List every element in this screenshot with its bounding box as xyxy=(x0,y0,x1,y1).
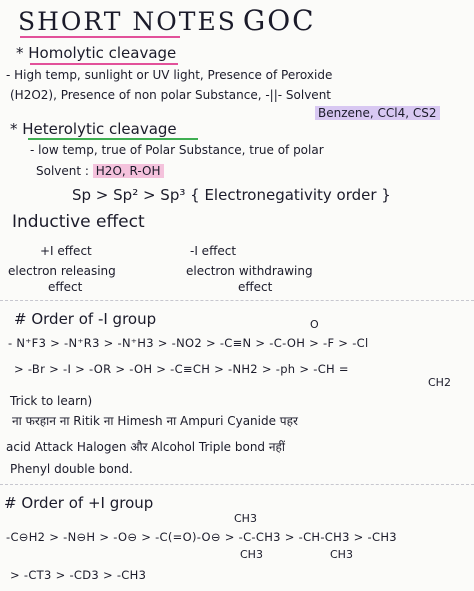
page-title xyxy=(18,6,316,37)
minus-i-carbonyl-oxygen: O xyxy=(310,318,319,331)
plus-i-bottom-ch3-b: CH3 xyxy=(330,548,353,561)
minus-i-order-line-2: > -Br > -I > -OR > -OH > -C≡CH > -NH2 > -ph > -CH = xyxy=(14,362,349,376)
plus-i-bottom-ch3-a: CH3 xyxy=(240,548,263,561)
section-divider-2 xyxy=(0,484,474,485)
title-underline xyxy=(20,36,180,38)
trick-line-1: ना फरहान ना Ritik ना Himesh ना Ampuri Cyanide पहर xyxy=(12,414,298,428)
section-divider-1 xyxy=(0,300,474,301)
homolytic-line-2: (H2O2), Presence of non polar Substance, -||- Solvent xyxy=(10,88,331,102)
minus-i-order-line-1: - N⁺F3 > -N⁺R3 > -N⁺H3 > -NO2 > -C≡N > -C-OH > -F > -Cl xyxy=(8,336,369,350)
minus-i-ch2: CH2 xyxy=(428,376,451,389)
plus-i-desc-1: electron releasing xyxy=(8,264,116,278)
homolytic-underline xyxy=(30,63,178,65)
heterolytic-line-2 xyxy=(36,164,164,178)
heterolytic-heading: * Heterolytic cleavage xyxy=(10,120,177,138)
plus-i-order-line-2: > -CT3 > -CD3 > -CH3 xyxy=(10,568,147,582)
heterolytic-solvent-label: Solvent : xyxy=(36,164,89,178)
plus-i-desc-2: effect xyxy=(48,280,83,294)
heterolytic-underline xyxy=(28,138,198,140)
homolytic-solvent-text: Benzene, CCl4, CS2 xyxy=(315,106,440,120)
title-main: SHORT NOTES xyxy=(18,7,237,36)
minus-i-label: -I effect xyxy=(190,244,237,258)
trick-heading: Trick to learn) xyxy=(10,394,93,408)
inductive-heading: Inductive effect xyxy=(12,212,145,232)
plus-i-order-heading: # Order of +I group xyxy=(4,494,154,512)
homolytic-heading: * Homolytic cleavage xyxy=(16,44,177,62)
electronegativity-order: Sp > Sp² > Sp³ { Electronegativity order } xyxy=(72,186,391,204)
heterolytic-line-1: - low temp, true of Polar Substance, true of polar xyxy=(30,143,324,157)
minus-i-order-heading: # Order of -I group xyxy=(14,310,157,328)
minus-i-desc-1: electron withdrawing xyxy=(186,264,313,278)
trick-line-2: acid Attack Halogen और Alcohol Triple bond नहीं xyxy=(6,440,286,454)
minus-i-desc-2: effect xyxy=(238,280,273,294)
plus-i-order-line-1: -C⊖H2 > -N⊖H > -O⊖ > -C(=O)-O⊖ > -C-CH3 > -CH-CH3 > -CH3 xyxy=(6,530,397,544)
plus-i-top-ch3-a: CH3 xyxy=(234,512,257,525)
homolytic-line-1: - High temp, sunlight or UV light, Presence of Peroxide xyxy=(6,68,333,82)
heterolytic-solvent-text: H2O, R-OH xyxy=(93,164,164,178)
homolytic-solvent xyxy=(315,106,440,120)
title-topic: GOC xyxy=(242,4,316,37)
plus-i-label: +I effect xyxy=(40,244,92,258)
trick-line-3: Phenyl double bond. xyxy=(10,462,133,476)
